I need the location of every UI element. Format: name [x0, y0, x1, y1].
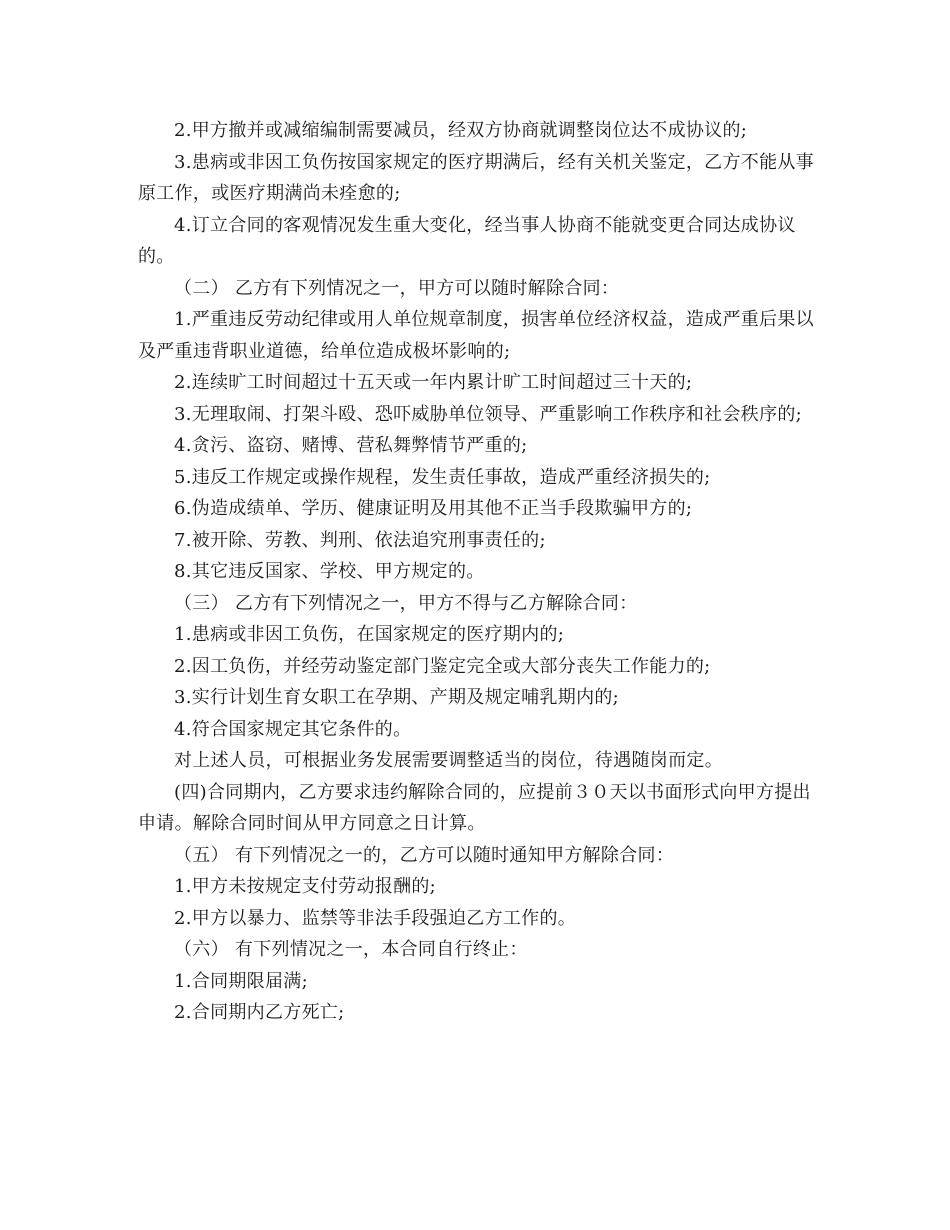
paragraph: 1.甲方未按规定支付劳动报酬的;	[174, 876, 437, 897]
paragraph: 4.符合国家规定其它条件的。	[174, 718, 412, 740]
paragraph: 3.无理取闹、打架斗殴、恐吓威胁单位领导、严重影响工作秩序和社会秩序的;	[174, 403, 803, 425]
paragraph: 8.其它违反国家、学校、甲方规定的。	[174, 561, 485, 582]
paragraph: 1.患病或非因工负伤，在国家规定的医疗期内的;	[174, 624, 565, 645]
paragraph: 2.连续旷工时间超过十五天或一年内累计旷工时间超过三十天的;	[174, 372, 693, 393]
paragraph: (四)合同期内，乙方要求违约解除合同的，应提前３０天以书面形式向甲方提出申请。解除合同时间从甲方同意之日计算。	[138, 781, 811, 834]
paragraph: 2.甲方撤并或减缩编制需要减员，经双方协商就调整岗位达不成协议的;	[174, 120, 748, 141]
paragraph: （五） 有下列情况之一的，乙方可以随时通知甲方解除合同：	[174, 844, 675, 866]
paragraph: （三） 乙方有下列情况之一，甲方不得与乙方解除合同：	[174, 592, 638, 614]
paragraph: 4.订立合同的客观情况发生重大变化，经当事人协商不能就变更合同达成协议的。	[138, 214, 796, 267]
paragraph: 3.实行计划生育女职工在孕期、产期及规定哺乳期内的;	[174, 687, 620, 708]
paragraph: 3.患病或非因工负伤按国家规定的医疗期满后，经有关机关鉴定，乙方不能从事原工作，或医疗期满尚未痊愈的;	[138, 151, 814, 204]
paragraph: 7.被开除、劳教、判刑、依法追究刑事责任的;	[174, 529, 546, 551]
document-body	[138, 115, 818, 1029]
paragraph: 对上述人员，可根据业务发展需要调整适当的岗位，待遇随岗而定。	[174, 750, 723, 771]
paragraph: 2.合同期内乙方死亡;	[174, 1002, 345, 1023]
paragraph: 2.甲方以暴力、监禁等非法手段强迫乙方工作的。	[174, 907, 577, 929]
paragraph: 4.贪污、盗窃、赌博、营私舞弊情节严重的;	[174, 435, 528, 456]
paragraph: 1.合同期限届满;	[174, 970, 308, 992]
paragraph: （二） 乙方有下列情况之一，甲方可以随时解除合同：	[174, 277, 620, 299]
paragraph: 6.伪造成绩单、学历、健康证明及用其他不正当手段欺骗甲方的;	[174, 498, 693, 519]
paragraph: 1.严重违反劳动纪律或用人单位规章制度，损害单位经济权益，造成严重后果以及严重违背职业道德，给单位造成极坏影响的;	[138, 309, 814, 362]
paragraph: 5.违反工作规定或操作规程，发生责任事故，造成严重经济损失的;	[174, 466, 711, 488]
paragraph: 2.因工负伤，并经劳动鉴定部门鉴定完全或大部分丧失工作能力的;	[174, 655, 711, 677]
paragraph: （六） 有下列情况之一，本合同自行终止：	[174, 939, 528, 960]
